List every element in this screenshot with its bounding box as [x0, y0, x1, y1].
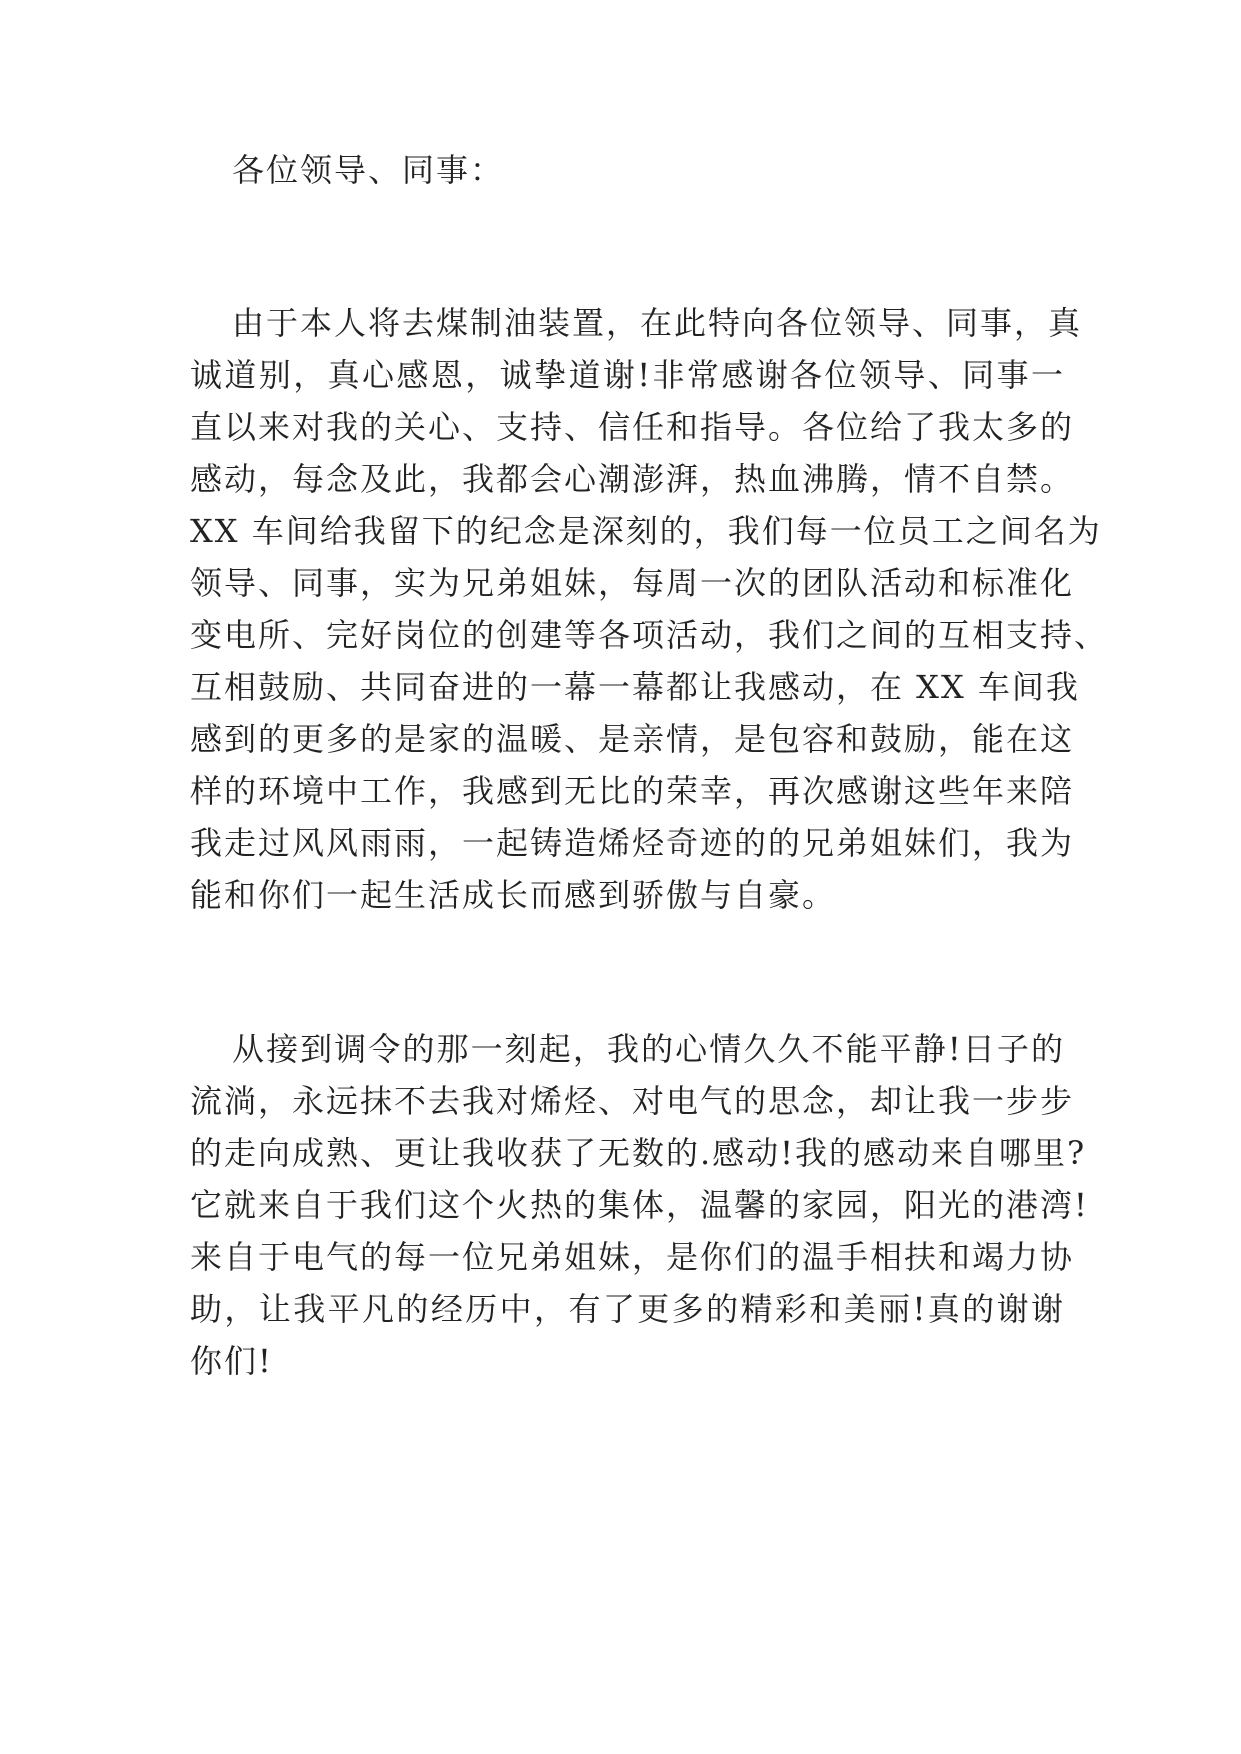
- paragraph-1-line-6: 领导、同事，实为兄弟姐妹，每周一次的团队活动和标准化: [190, 564, 1075, 602]
- paragraph-1-line-1: 由于本人将去煤制油装置，在此特向各位领导、同事，真: [232, 304, 1083, 342]
- paragraph-1-line-5: XX 车间给我留下的纪念是深刻的，我们每一位员工之间名为: [190, 512, 1102, 550]
- paragraph-1-line-7: 变电所、完好岗位的创建等各项活动，我们之间的互相支持、: [190, 616, 1109, 654]
- paragraph-1-line-3: 直以来对我的关心、支持、信任和指导。各位给了我太多的: [190, 408, 1075, 446]
- paragraph-1-line-10: 样的环境中工作，我感到无比的荣幸，再次感谢这些年来陪: [190, 772, 1075, 810]
- paragraph-1-line-11: 我走过风风雨雨，一起铸造烯烃奇迹的的兄弟姐妹们，我为: [190, 824, 1075, 862]
- paragraph-1-line-9: 感到的更多的是家的温暖、是亲情，是包容和鼓励，能在这: [190, 720, 1075, 758]
- paragraph-2-line-4: 它就来自于我们这个火热的集体，温馨的家园，阳光的港湾!: [190, 1186, 1089, 1224]
- paragraph-1-line-12: 能和你们一起生活成长而感到骄傲与自豪。: [190, 876, 837, 914]
- paragraph-2-line-2: 流淌，永远抹不去我对烯烃、对电气的思念，却让我一步步: [190, 1082, 1075, 1120]
- paragraph-1-line-4: 感动，每念及此，我都会心潮澎湃，热血沸腾，情不自禁。: [190, 460, 1075, 498]
- paragraph-2-line-7: 你们!: [190, 1342, 273, 1380]
- paragraph-2-line-1: 从接到调令的那一刻起，我的心情久久不能平静!日子的: [232, 1030, 1065, 1068]
- paragraph-1-line-2: 诚道别，真心感恩，诚挚道谢!非常感谢各位领导、同事一: [190, 356, 1065, 394]
- salutation: 各位领导、同事：: [232, 151, 505, 189]
- paragraph-2-line-6: 助，让我平凡的经历中，有了更多的精彩和美丽!真的谢谢: [190, 1290, 1065, 1328]
- paragraph-1-line-8: 互相鼓励、共同奋进的一幕一幕都让我感动，在 XX 车间我: [190, 668, 1080, 706]
- paragraph-2-line-3: 的走向成熟、更让我收获了无数的.感动!我的感动来自哪里?: [190, 1134, 1087, 1172]
- paragraph-2-line-5: 来自于电气的每一位兄弟姐妹，是你们的温手相扶和竭力协: [190, 1238, 1075, 1276]
